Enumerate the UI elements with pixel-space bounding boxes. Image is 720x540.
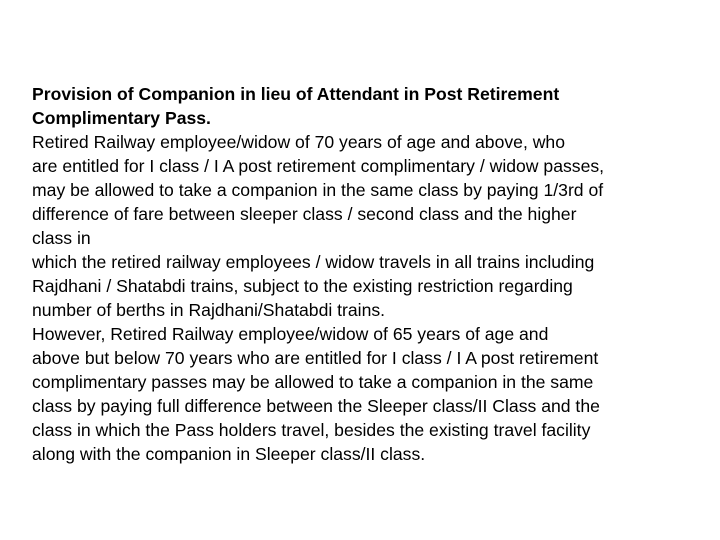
body-line: class in which the Pass holders travel, besides the existing travel facility <box>32 420 591 440</box>
body-line: may be allowed to take a companion in the same class by paying 1/3rd of <box>32 180 604 200</box>
document-text <box>32 82 702 466</box>
title-line: Provision of Companion in lieu of Attendant in Post Retirement <box>32 84 560 104</box>
body-line: Retired Railway employee/widow of 70 years of age and above, who <box>32 132 566 152</box>
body-line: are entitled for I class / I A post retirement complimentary / widow passes, <box>32 156 605 176</box>
title-line: Complimentary Pass. <box>32 108 211 128</box>
body-line: Rajdhani / Shatabdi trains, subject to the existing restriction regarding <box>32 276 573 296</box>
body-line: However, Retired Railway employee/widow of 65 years of age and <box>32 324 549 344</box>
body-line: number of berths in Rajdhani/Shatabdi trains. <box>32 300 386 320</box>
body-line: along with the companion in Sleeper class/II class. <box>32 444 426 464</box>
body-line: which the retired railway employees / widow travels in all trains including <box>32 252 595 272</box>
body-line: class by paying full difference between the Sleeper class/II Class and the <box>32 396 600 416</box>
body-line: above but below 70 years who are entitled for I class / I A post retirement <box>32 348 599 368</box>
body-line: difference of fare between sleeper class / second class and the higher <box>32 204 577 224</box>
body-line: class in <box>32 228 91 248</box>
body-line: complimentary passes may be allowed to take a companion in the same <box>32 372 594 392</box>
